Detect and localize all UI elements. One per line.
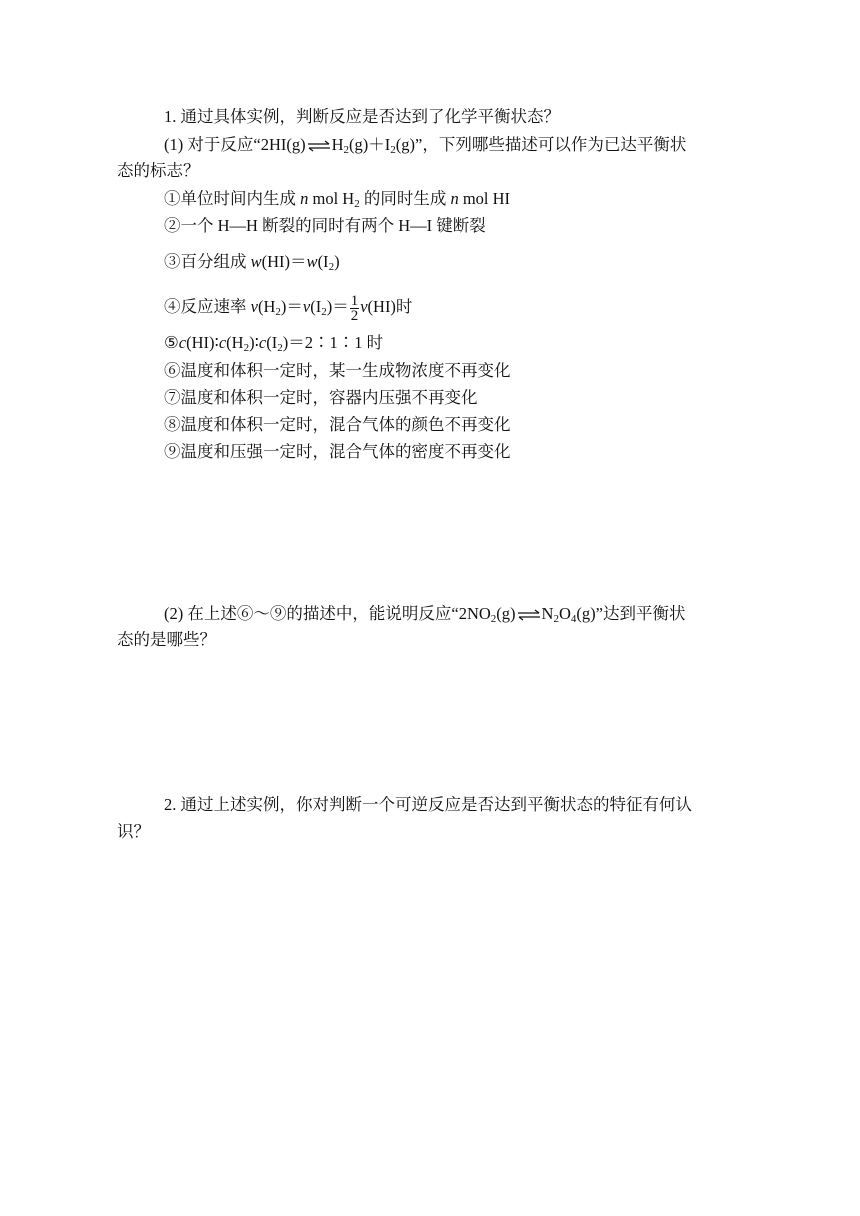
option-5: $⑤c(HI)∶c(H_2)∶c(I_2)=2∶1∶1$ 时 <box>164 333 384 354</box>
question-1-sub1-continuation: 态的标志？ <box>117 161 200 180</box>
question-1-sub2-continuation: 态的是哪些？ <box>117 630 216 649</box>
option-3: ③百分组成 $w(HI)=w(I_2)$ <box>164 252 340 273</box>
option-9: ⑨温度和压强一定时，混合气体的密度不再变化 <box>164 442 511 461</box>
question-1-sub1: (1) 对于反应“2HI(g) $H_2(g)+I_2(g)$”，下列哪些描述可以作为已达平衡状 <box>164 135 687 156</box>
option-6: ⑥温度和体积一定时，某一生成物浓度不再变化 <box>164 361 511 380</box>
option-8: ⑧温度和体积一定时，混合气体的颜色不再变化 <box>164 415 511 434</box>
reversible-arrow-icon <box>517 609 541 621</box>
question-1-title: 1. 通过具体实例，判断反应是否达到了化学平衡状态？ <box>164 107 560 126</box>
reversible-arrow-icon <box>307 140 331 152</box>
one-half-fraction: $\frac{1}{2}$ <box>350 292 359 324</box>
question-2-line-2: 识？ <box>117 822 150 841</box>
option-7: ⑦温度和体积一定时，容器内压强不再变化 <box>164 388 478 407</box>
option-1: ①单位时间内生成 n mol $H_2$ 的同时生成 n mol HI <box>164 189 511 210</box>
option-4: ④反应速率 $v(H_2)=v(I_2)=$ $\frac{1}{2}$ v(HI)时 <box>164 292 413 324</box>
option-2: ②一个 H—H 断裂的同时有两个 H—I 键断裂 <box>164 216 486 235</box>
question-1-sub2: (2) 在上述⑥～⑨的描述中，能说明反应“$2NO_2(g)$ $N_2O_4(g)$”达到平衡状 <box>164 604 686 625</box>
question-2-line-1: 2. 通过上述实例，你对判断一个可逆反应是否达到平衡状态的特征有何认 <box>164 795 692 814</box>
